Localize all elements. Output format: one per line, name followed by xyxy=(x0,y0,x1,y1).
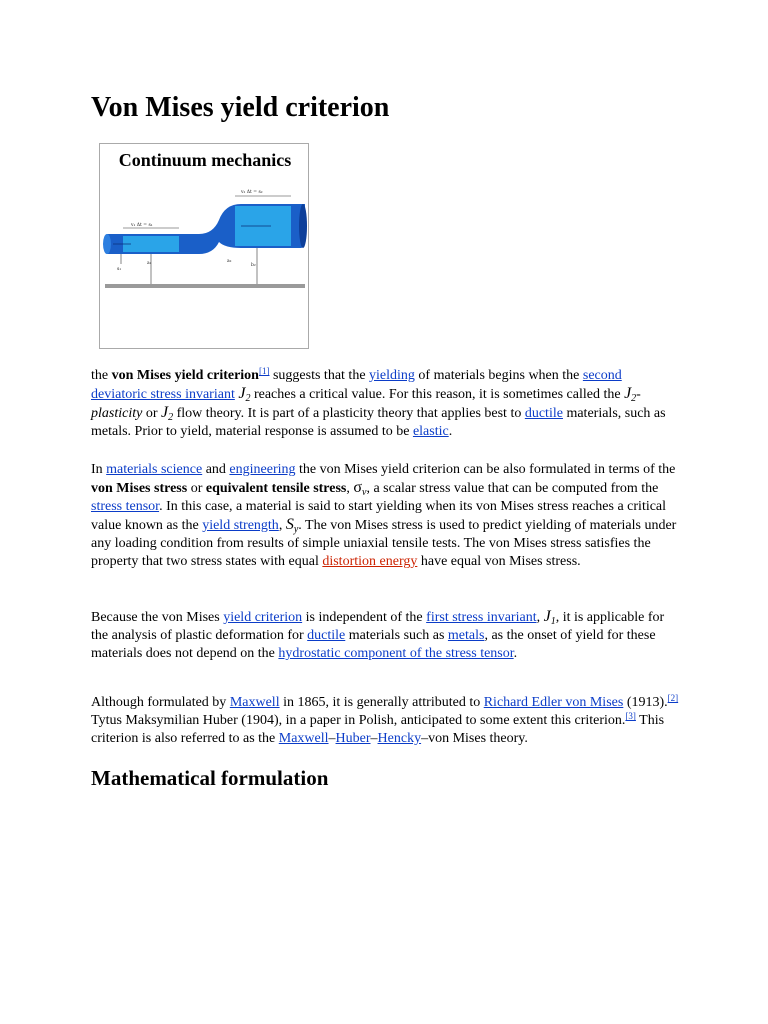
term-j2-plasticity: $J_2$-plasticity xyxy=(91,385,641,421)
math-sigma-v: $\sigma_v$ xyxy=(353,479,367,498)
figure-label-a1: a₁ xyxy=(147,261,152,266)
figure-label-s1: s₁ xyxy=(117,267,122,272)
term-von-mises-yield-criterion: von Mises yield criterion xyxy=(111,368,259,383)
link-yielding[interactable]: yielding xyxy=(369,368,415,383)
math-j1: $J_1$ xyxy=(543,608,556,627)
figure-label-b2: b₂ xyxy=(251,263,256,268)
link-huber[interactable]: Huber xyxy=(335,731,371,746)
link-ductile[interactable]: ductile xyxy=(524,406,563,421)
fluid-section-narrow xyxy=(123,236,179,252)
math-sy: $S_y$ xyxy=(285,516,299,535)
pipe-flow-figure xyxy=(101,184,309,344)
link-second-deviatoric-stress-invariant[interactable]: second deviatoric stress invariant xyxy=(91,368,622,402)
section-heading-mathematical-formulation: Mathematical formulation xyxy=(91,766,329,790)
page-title: Von Mises yield criterion xyxy=(91,92,390,123)
link-ductile-2[interactable]: ductile xyxy=(307,628,346,643)
link-yield-criterion[interactable]: yield criterion xyxy=(223,610,303,625)
figure-label-top-dim: v₂ Δt = s₂ xyxy=(241,190,263,195)
link-stress-tensor[interactable]: stress tensor xyxy=(91,499,160,514)
reference-2-link[interactable]: [2] xyxy=(667,693,679,703)
link-maxwell[interactable]: Maxwell xyxy=(229,695,280,710)
reference-3-link[interactable]: [3] xyxy=(625,711,636,721)
paragraph-von-mises-stress: In materials science and engineering the von Mises yield criterion can be also formulated in terms of the von Mises stress or equivalent tensile stress, $\sigma_v$, a scalar stress value that can be computed from the stress tensor. In this case, a material is said to start yielding when its von Mises stress reaches a critical value known as the yield strength, $S_y$. The von Mises stress is used to predict yielding of materials under any loading condition from results of simple uniaxial tensile tests. The von Mises stress satisfies the property that two stress states with equal distortion energy have equal von Mises stress. xyxy=(91,462,677,569)
ground-line xyxy=(105,284,305,288)
link-yield-strength[interactable]: yield strength xyxy=(202,518,279,533)
paragraph-intro: the von Mises yield criterion[1] suggests that the yielding of materials begins when the second deviatoric stress invariant $J_2$ reaches a critical value. For this reason, it is sometimes called the $J_2$-plasticity or $J_2$ flow theory. It is part of a plasticity theory that applies best to ductile materials, such as metals. Prior to yield, material response is assumed to be elastic. xyxy=(91,366,666,439)
link-engineering[interactable]: engineering xyxy=(229,462,296,477)
link-metals[interactable]: metals xyxy=(447,628,485,643)
term-von-mises-stress: von Mises stress xyxy=(91,481,188,496)
reference-1-link[interactable]: [1] xyxy=(258,366,270,376)
pipe-left-end xyxy=(103,234,111,254)
link-elastic[interactable]: elastic xyxy=(412,424,449,439)
math-j2: $J_2$ xyxy=(238,385,251,404)
figure-label-a2: a₂ xyxy=(227,259,232,264)
link-materials-science[interactable]: materials science xyxy=(106,462,203,477)
infobox xyxy=(99,143,309,349)
link-first-stress-invariant[interactable]: first stress invariant xyxy=(426,610,537,625)
term-equivalent-tensile-stress: equivalent tensile stress xyxy=(205,481,347,496)
link-hencky[interactable]: Hencky xyxy=(377,731,422,746)
link-maxwell-2[interactable]: Maxwell xyxy=(278,731,329,746)
link-hydrostatic-component[interactable]: hydrostatic component of the stress tensor xyxy=(278,646,514,661)
link-distortion-energy[interactable]: distortion energy xyxy=(322,554,418,569)
figure-label-left-dim: v₁ Δt = s₁ xyxy=(131,223,153,228)
paragraph-history: Although formulated by Maxwell in 1865, it is generally attributed to Richard Edler von Mises (1913).[2] Tytus Maksymilian Huber (1904), in a paper in Polish, anticipated to some extent this criterion.[3] This criterion is also referred to as the Maxwell–Huber–Hencky–von Mises theory. xyxy=(91,693,679,746)
pipe-right-end xyxy=(299,204,307,248)
math-j2-flow: $J_2$ xyxy=(161,404,174,423)
link-richard-edler-von-mises[interactable]: Richard Edler von Mises xyxy=(483,695,624,710)
infobox-title: Continuum mechanics xyxy=(118,150,292,170)
paragraph-first-invariant: Because the von Mises yield criterion is independent of the first stress invariant, $J_1$, it is applicable for the analysis of plastic deformation for ductile materials such as metals, as the onset of yield for these materials does not depend on the hydrostatic component of the stress tensor. xyxy=(91,608,665,661)
